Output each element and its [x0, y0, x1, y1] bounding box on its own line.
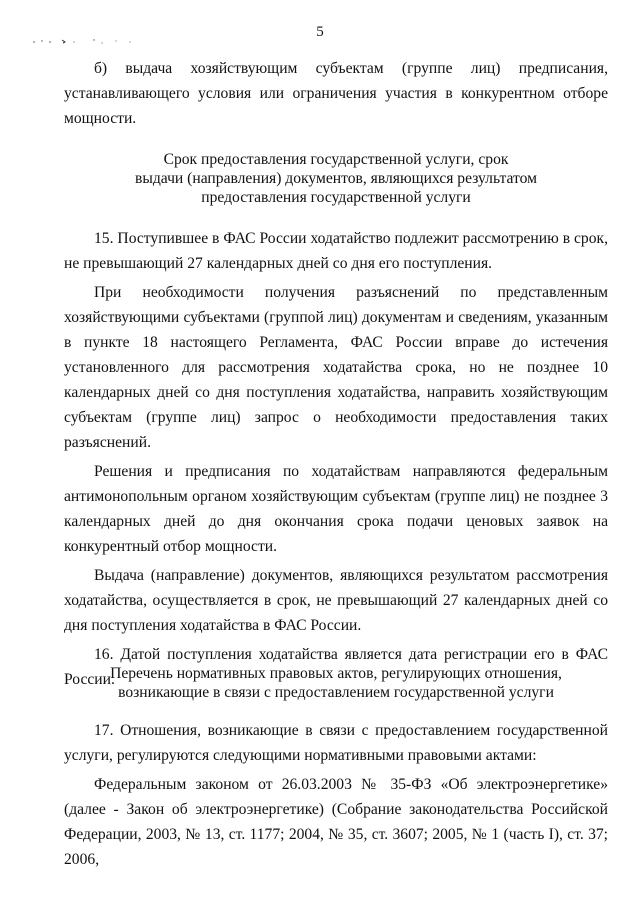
section-heading-line-3: предоставления государственной услуги — [201, 189, 471, 206]
section-heading-term — [64, 150, 608, 207]
paragraph-17: 17. Отношения, возникающие в связи с предоставлением государственной услуги, регулируются следующими нормативными правовыми актами: — [64, 722, 608, 764]
paragraph-block-2 — [64, 226, 608, 692]
page-number: 5 — [316, 24, 324, 40]
paragraph-electricity-law: Федеральным законом от 26.03.2003 № 35-ФЗ «Об электроэнергетике» (далее - Закон об электроэнергетике) (Собрание законодательства Российской Федерации, 2003, № 13, ст. 1177; 2004, № 35, ст. 3607; 2005, № 1 (часть I), ст. 37; 2006, — [64, 776, 608, 868]
paragraph-issue-documents: Выдача (направление) документов, являющихся результатом рассмотрения ходатайства, осуществляется в срок, не превышающий 27 календарных дней со дня поступления ходатайства в ФАС России. — [64, 567, 608, 634]
section-heading-line-2: возникающие в связи с предоставлением государственной услуги — [118, 684, 554, 701]
paragraph-block-1 — [64, 56, 608, 131]
paragraph-clarifications: При необходимости получения разъяснений по представленным хозяйствующими субъектами (группой лиц) документам и сведениям, указанным в пункте 18 настоящего Регламента, ФАС России вправе до истечения установленного для рассмотрения ходатайства срока, но не позднее 10 календарных дней со дня поступления ходатайства, направить хозяйствующим субъектам (группе лиц) запрос о необходимости предоставления таких разъяснений. — [64, 284, 608, 451]
paragraph-15: 15. Поступившее в ФАС России ходатайство подлежит рассмотрению в срок, не превышающий 27 календарных дней со дня его поступления. — [64, 230, 608, 272]
section-heading-line-1: Срок предоставления государственной услуги, срок — [163, 151, 509, 168]
paragraph-block-3 — [64, 718, 608, 872]
section-heading-line-2: выдачи (направления) документов, являющихся результатом — [135, 170, 537, 187]
section-heading-line-1: Перечень нормативных правовых актов, регулирующих отношения, — [110, 665, 562, 682]
paragraph-16: 16. Датой поступления ходатайства является дата регистрации его в ФАС России. — [64, 646, 608, 688]
paragraph-decisions: Решения и предписания по ходатайствам направляются федеральным антимонопольным органом хозяйствующим субъектам (группе лиц) не позднее 3 календарных дней до дня окончания срока подачи ценовых заявок на конкурентный отбор мощности. — [64, 463, 608, 555]
section-heading-regulations — [64, 664, 608, 702]
paragraph-item-b: б) выдача хозяйствующим субъектам (группе лиц) предписания, устанавливающего условия или ограничения участия в конкурентном отборе мощности. — [64, 60, 608, 127]
